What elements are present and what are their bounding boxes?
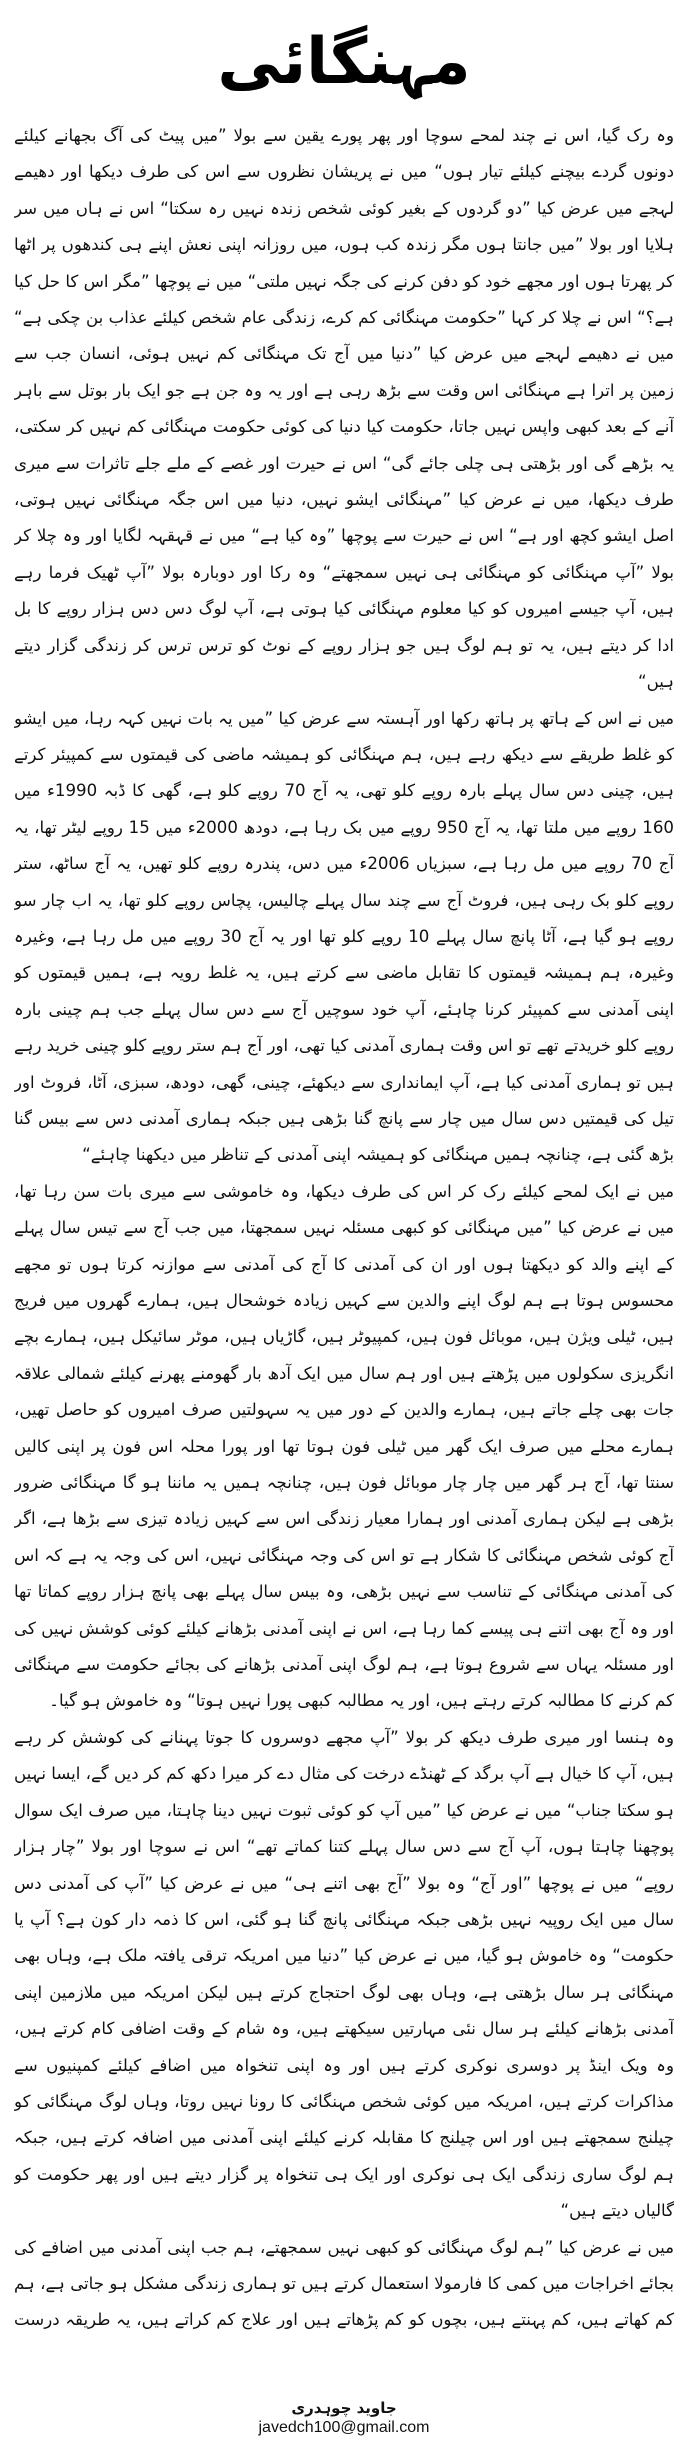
column-title: مہنگائی: [217, 25, 471, 99]
author-name: جاوید چوہدری: [291, 2399, 397, 2417]
article-paragraph: میں نے اس کے ہاتھ پر ہاتھ رکھا اور آہستہ سے عرض کیا ”میں یہ بات نہیں کہہ رہا، میں ایشو کو غلط طریقے سے دیکھ رہے ہیں، ہم مہنگائی کو ہمیشہ ماضی کی قیمتوں سے کمپیئر کرتے ہیں، چینی دس سال پہلے بارہ روپے کلو تھی، یہ آج 70 روپے کلو ہے، گھی کا ڈبہ 1990ء میں 160 روپے میں ملتا تھا، یہ آج 950 روپے میں بک رہا ہے، دودھ 2000ء میں 15 روپے لیٹر تھا، یہ آج 70 روپے میں مل رہا ہے، سبزیاں 2006ء میں دس، پندرہ روپے کلو تھیں، یہ آج ساٹھ، ستر روپے کلو بک رہی ہیں، فروٹ آج سے چند سال پہلے چالیس، پچاس روپے کلو تھا، یہ اب چار سو روپے ہو گیا ہے، آٹا پانچ سال پہلے 10 روپے کلو تھا اور یہ آج 30 روپے میں مل رہا ہے، وغیرہ وغیرہ، ہم ہمیشہ قیمتوں کا تقابل ماضی سے کرتے ہیں، یہ غلط رویہ ہے، ہمیں قیمتوں کو اپنی آمدنی سے کمپیئر کرنا چاہئے، آپ خود سوچیں آج سے دس سال پہلے جب ہم چینی بارہ روپے کلو خریدتے تھے تو اس وقت ہماری آمدنی کیا تھی، اور آج ہم ستر روپے کلو چینی خرید رہے ہیں تو ہماری آمدنی کیا ہے، آپ ایمانداری سے دیکھئے، چینی، گھی، دودھ، سبزی، آٹا، فروٹ اور تیل کی قیمتیں دس سال میں چار سے پانچ گنا بڑھی ہیں جبکہ ہماری آمدنی دس سے بیس گنا بڑھ گئی ہے، چنانچہ ہمیں مہنگائی کو ہمیشہ اپنی آمدنی کے تناظر میں دیکھنا چاہئے“: [14, 708, 674, 1165]
title-area: [14, 6, 674, 118]
article-paragraph: وہ رک گیا، اس نے چند لمحے سوچا اور پھر پورے یقین سے بولا ”میں پیٹ کی آگ بجھانے کیلئے دونوں گردے بیچنے کیلئے تیار ہوں“ میں نے پریشان نظروں سے اس کی طرف دیکھا اور دھیمے لہجے میں عرض کیا ”دو گردوں کے بغیر کوئی شخص زندہ نہیں رہ سکتا“ اس نے ہاں میں سر ہلایا اور بولا ”میں جانتا ہوں مگر زندہ کب ہوں، میں روزانہ اپنی نعش اپنے ہی کندھوں پر اٹھا کر پھرتا ہوں اور مجھے خود کو دفن کرنے کی جگہ نہیں ملتی“ میں نے پوچھا ”مگر اس کا حل کیا ہے؟“ اس نے چلا کر کہا ”حکومت مہنگائی کم کرے، زندگی عام شخص کیلئے عذاب بن چکی ہے“ میں نے دھیمے لہجے میں عرض کیا ”دنیا میں آج تک مہنگائی کم نہیں ہوئی، انسان جب سے زمین پر اترا ہے مہنگائی اس وقت سے بڑھ رہی ہے اور یہ وہ جن ہے جو ایک بار بوتل سے باہر آنے کے بعد کبھی واپس نہیں جاتا، حکومت کیا دنیا کی کوئی حکومت مہنگائی کم نہیں کر سکتی، یہ بڑھے گی اور بڑھتی ہی چلی جائے گی“ اس نے حیرت اور غصے کے ملے جلے تاثرات سے میری طرف دیکھا، میں نے عرض کیا ”مہنگائی ایشو نہیں، دنیا میں اس جگہ مہنگائی نہیں ہوتی، اصل ایشو کچھ اور ہے“ اس نے حیرت سے پوچھا ”وہ کیا ہے“ میں نے قہقہہ لگایا اور وہ چلا کر بولا ”آپ مہنگائی کو مہنگائی ہی نہیں سمجھتے“ وہ رکا اور دوبارہ بولا ”آپ ٹھیک فرما رہے ہیں، آپ جیسے امیروں کو کیا معلوم مہنگائی کیا ہوتی ہے، آپ لوگ دس دس ہزار روپے کا بل ادا کر دیتے ہیں، یہ تو ہم لوگ ہیں جو ہزار روپے کے نوٹ کو ترس ترس کر زندگی گزار دیتے ہیں“: [14, 126, 674, 692]
article-paragraph: میں نے ایک لمحے کیلئے رک کر اس کی طرف دیکھا، وہ خاموشی سے میری بات سن رہا تھا، میں نے عرض کیا ”میں مہنگائی کو کبھی مسئلہ نہیں سمجھتا، میں جب آج سے تیس سال پہلے کے اپنے والد کو دیکھتا ہوں اور ان کی آمدنی کا آج کی آمدنی سے موازنہ کرتا ہوں تو مجھے محسوس ہوتا ہے ہم لوگ اپنے والدین سے کہیں زیادہ خوشحال ہیں، ہمارے گھروں میں فریج ہیں، ٹیلی ویژن ہیں، موبائل فون ہیں، کمپیوٹر ہیں، گاڑیاں ہیں، موٹر سائیکل ہیں، ہمارے بچے انگریزی سکولوں میں پڑھتے ہیں اور ہم سال میں ایک آدھ بار گھومنے پھرنے کیلئے شمالی علاقہ جات بھی چلے جاتے ہیں، ہمارے والدین کے دور میں یہ سہولتیں صرف امیروں کو حاصل تھیں، ہمارے محلے میں صرف ایک گھر میں ٹیلی فون ہوتا تھا اور پورا محلہ اس فون پر اپنی کالیں سنتا تھا، آج ہر گھر میں چار چار موبائل فون ہیں، چنانچہ ہمیں یہ ماننا ہو گا مہنگائی ضرور بڑھی ہے لیکن ہماری آمدنی اور ہمارا معیار زندگی اس سے کہیں زیادہ تیزی سے بڑھا ہے، اگر آج کوئی شخص مہنگائی کا شکار ہے تو اس کی وجہ مہنگائی نہیں، اس کی وجہ یہ ہے کہ اس کی آمدنی مہنگائی کے تناسب سے نہیں بڑھی، وہ بیس سال پہلے بھی پانچ ہزار روپے کماتا تھا اور وہ آج بھی اتنے ہی پیسے کما رہا ہے، اس نے اپنی آمدنی بڑھانے کیلئے کوئی کوشش نہیں کی اور مسئلہ یہاں سے شروع ہوتا ہے، ہم لوگ اپنی آمدنی بڑھانے کی بجائے حکومت سے مہنگائی کم کرنے کا مطالبہ کرتے رہتے ہیں، اور یہ مطالبہ کبھی پورا نہیں ہوتا“ وہ خاموش ہو گیا۔: [14, 1181, 674, 1711]
article-paragraph: وہ ہنسا اور میری طرف دیکھ کر بولا ”آپ مجھے دوسروں کا جوتا پہنانے کی کوشش کر رہے ہیں، آپ کا خیال ہے آپ برگد کے ٹھنڈے درخت کی مثال دے کر میرا دکھ کم کر دیں گے، ایسا نہیں ہو سکتا جناب“ میں نے عرض کیا ”میں آپ کو کوئی ثبوت نہیں دینا چاہتا، میں صرف ایک سوال پوچھنا چاہتا ہوں، آپ آج سے دس سال پہلے کتنا کماتے تھے“ اس نے سوچا اور بولا ”چار ہزار روپے“ میں نے پوچھا ”اور آج“ وہ بولا ”آج بھی اتنے ہی“ میں نے عرض کیا ”آپ کی آمدنی دس سال میں ایک روپیہ نہیں بڑھی جبکہ مہنگائی پانچ گنا ہو گئی، اس کا ذمہ دار کون ہے؟ آپ یا حکومت“ وہ خاموش ہو گیا، میں نے عرض کیا ”دنیا میں امریکہ ترقی یافتہ ملک ہے، وہاں بھی مہنگائی ہر سال بڑھتی ہے، وہاں بھی لوگ احتجاج کرتے ہیں لیکن امریکہ میں ملازمین اپنی آمدنی بڑھانے کیلئے ہر سال نئی مہارتیں سیکھتے ہیں، وہ شام کے وقت اضافی کام کرتے ہیں، وہ ویک اینڈ پر دوسری نوکری کرتے ہیں اور وہ اپنی تنخواہ میں اضافے کیلئے کمپنیوں سے مذاکرات کرتے ہیں، امریکہ میں کوئی شخص مہنگائی کا رونا نہیں روتا، وہاں لوگ مہنگائی کو چیلنج سمجھتے ہیں اور اس چیلنج کا مقابلہ کرنے کیلئے اپنی آمدنی میں اضافہ کرتے ہیں، جبکہ ہم لوگ ساری زندگی ایک ہی نوکری اور ایک ہی تنخواہ پر گزار دیتے ہیں اور پھر حکومت کو گالیاں دیتے ہیں“: [14, 1727, 674, 2221]
byline: [0, 2398, 688, 2438]
author-email: javedch100@gmail.com: [258, 2419, 430, 2436]
article-body: [14, 118, 674, 2334]
article-paragraph: میں نے عرض کیا ”ہم لوگ مہنگائی کو کبھی نہیں سمجھتے، ہم جب اپنی آمدنی میں اضافے کی بجائے اخراجات میں کمی کا فارمولا استعمال کرتے ہیں تو ہماری زندگی مشکل ہو جاتی ہے، ہم کم کھاتے ہیں، کم پہنتے ہیں، بچوں کو کم پڑھاتے ہیں اور علاج کم کراتے ہیں، یہ طریقہ درست: [14, 2237, 674, 2330]
